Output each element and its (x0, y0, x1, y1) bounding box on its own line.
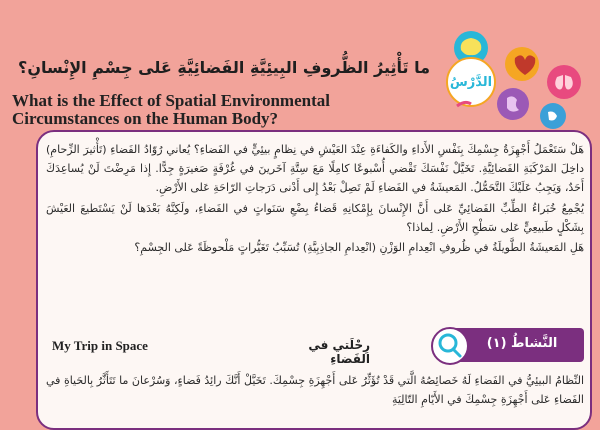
lesson-title-arabic: ما تَأْثِيرُ الظُّروفِ البِيئِيَّةِ الفَضائِيَّةِ عَلى جِسْمِ الإِنْسانِ؟ (18, 58, 430, 77)
search-icon (430, 326, 470, 366)
lungs-icon (547, 65, 581, 99)
lesson-title-english: What is the Effect of Spatial Environmental Circumstances on the Human Body? (12, 91, 330, 128)
lesson-badge (437, 22, 587, 130)
intro-text (46, 140, 584, 258)
lesson-label: الدَّرْسُ (449, 75, 493, 90)
intro-paragraph-3: هَلِ المَعيشَةُ الطَّويلَةُ في ظُروفِ انْعِدامِ الوَزْنِ (انْعِدامِ الجاذِبِيَّةِ) تُسَبِّبُ تَغَيُّراتٍ مَلْحوظَةً عَلى الجِسْمِ؟ (134, 241, 584, 255)
activity-text: النِّظامُ البيئِيُّ في الفَضاءِ لَهُ خَصائِصُهُ الَّتي قَدْ تُؤَثِّرُ عَلى أَجْهِزَةِ جِسْمِكَ. تَخَيَّلْ أَنَّكَ رائِدُ فَضاءٍ، وَسُرْعانَ ما تَتَأَثَّرُ بِالحَياةِ في الفَضاءِ عَلى أَجْهِزَةِ جِسْمِكَ في الأَيّامِ التّالِيَةِ (46, 374, 584, 406)
activity-title-arabic: رِحْلَتي في الفَضاءِ (308, 338, 370, 366)
activity-title-english: My Trip in Space (52, 338, 148, 353)
intro-paragraph-2: يُجْمِعُ خُبَراءُ الطِّبِّ الفَضائِيِّ عَلى أَنَّ الإِنْسانَ بِإِمْكانِهِ قَضاءُ بِضْعِ سَنَواتٍ في الفَضاءِ، ولَكِنَّهُ بَعْدَها لَنْ يَسْتَطيعَ العَيْشَ بِشَكْلٍ طَبيعِيٍّ عَلى سَطْحِ الأَرْضِ. لِماذا؟ (46, 201, 584, 234)
intro-paragraph-1: هَلْ سَتَعْمَلُ أَجْهِزَةُ جِسْمِكَ بِنَفْسِ الأَداءِ والكَفاءَةِ عِنْدَ العَيْشِ في نِظامٍ بيئِيٍّ في الفَضاءِ؟ يُعاني رُوّادُ الفَضاءِ (تَأْثيرَ الزِّحامِ) داخِلَ المَرْكَبَةِ الفَضائِيَّةِ. تَخَيَّلْ نَفْسَكَ تَقْضي أُسْبوعًا كامِلًا مَعَ سِتَّةِ آخَرينَ في غُرْفَةٍ صَغيرَةٍ جِدًّا. إِذا مَرِضْتَ لَنْ يُساعِدَكَ أَحَدٌ، وَيَجِبُ عَلَيْكَ التَّحَمُّلُ. المَعيشَةُ في الفَضاءِ لَمْ تَصِلْ بَعْدُ إِلى أَدْنى دَرَجاتِ الرّاحَةِ عَلى الأَرْضِ. (46, 143, 584, 195)
activity-label: النَّشاطُ (١) (486, 336, 558, 351)
